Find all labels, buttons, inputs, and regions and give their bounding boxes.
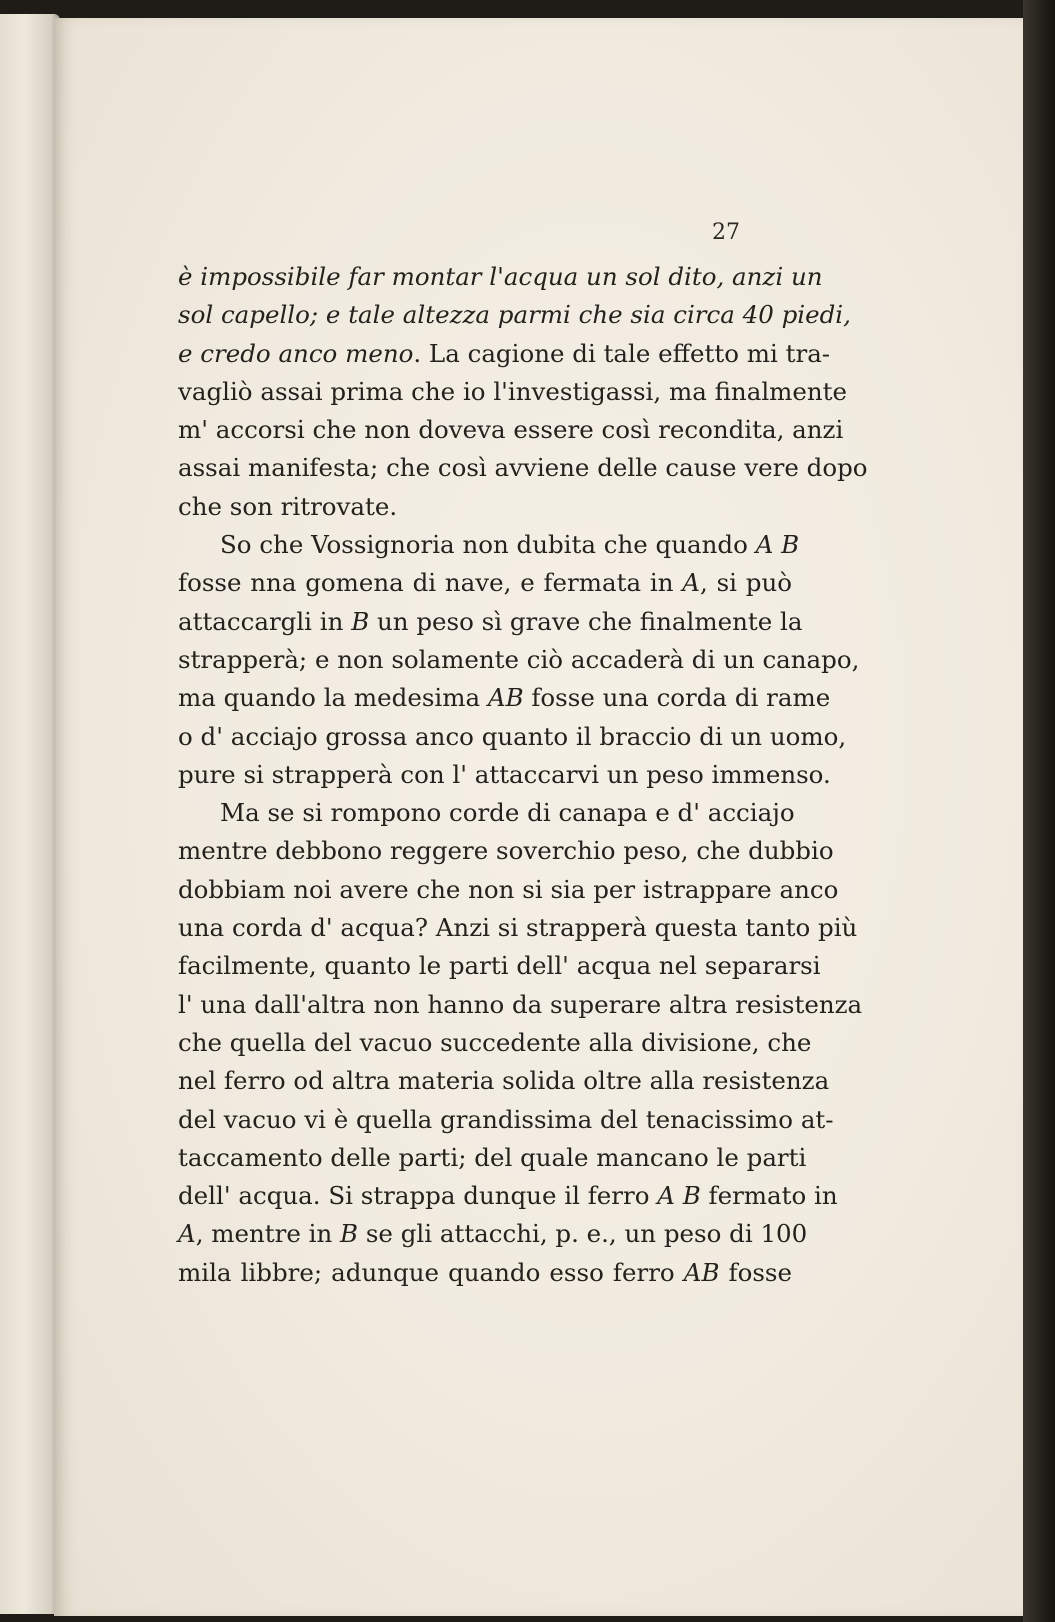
italic-text: A B — [657, 1181, 701, 1211]
text-line — [178, 986, 863, 1024]
text-line — [178, 947, 821, 985]
text-line — [178, 718, 847, 756]
italic-text: sol capello; e tale altezza parmi che sia circa 40 piedi, — [178, 300, 851, 330]
text-segment: Ma se si rompono corde di canapa e d' acciajo — [220, 798, 795, 828]
page-number: 27 — [712, 220, 740, 245]
facing-page-edge — [0, 14, 60, 1614]
text-line — [178, 258, 823, 296]
italic-text: A — [682, 568, 700, 598]
text-segment: . La cagione di tale effetto mi tra- — [413, 338, 831, 368]
body-text — [178, 258, 868, 1292]
text-segment: attaccargli in — [178, 606, 352, 636]
text-segment: se gli attacchi, p. e., un peso di 100 — [358, 1219, 808, 1249]
text-line — [178, 756, 831, 794]
text-segment: ma quando la medesima — [178, 683, 488, 713]
text-line — [178, 909, 858, 947]
text-line — [178, 603, 803, 641]
text-segment: , si può — [699, 568, 792, 598]
text-line — [178, 411, 844, 449]
text-line — [178, 526, 800, 564]
text-segment: facilmente, quanto le parti dell' acqua nel separarsi — [178, 951, 821, 981]
italic-text: B — [351, 606, 370, 636]
text-segment: So che Vossignoria non dubita che quando — [220, 530, 756, 560]
text-segment: o d' acciajo grossa anco quanto il braccio di un uomo, — [178, 721, 847, 751]
text-line — [178, 679, 831, 717]
text-segment: , mentre in — [195, 1219, 341, 1249]
text-segment: nel ferro od altra materia solida oltre alla resistenza — [178, 1066, 830, 1096]
text-line — [178, 1139, 807, 1177]
text-line — [178, 1062, 830, 1100]
text-line — [178, 296, 851, 334]
text-segment: del vacuo vi è quella grandissima del tenacissimo at- — [178, 1104, 834, 1134]
text-line — [178, 449, 868, 487]
text-line — [178, 564, 792, 602]
italic-text: è impossibile far montar l'acqua un sol dito, anzi un — [178, 262, 823, 291]
text-segment: m' accorsi che non doveva essere così recondita, anzi — [178, 415, 844, 445]
text-segment: un peso sì grave che finalmente la — [369, 606, 803, 636]
text-line — [178, 1024, 812, 1062]
text-segment: fosse — [719, 1257, 792, 1287]
text-line — [178, 1215, 808, 1253]
text-segment: vagliò assai prima che io l'investigassi, ma finalmente — [178, 376, 848, 406]
text-segment: una corda d' acqua? Anzi si strapperà questa tanto più — [178, 913, 858, 943]
text-segment: mila libbre; adunque quando esso ferro — [178, 1257, 684, 1287]
italic-text: AB — [683, 1257, 720, 1287]
text-segment: l' una dall'altra non hanno da superare altra resistenza — [178, 989, 863, 1019]
text-segment: fosse nna gomena di nave, e fermata in — [178, 568, 683, 598]
text-line — [178, 1101, 834, 1139]
text-segment: taccamento delle parti; del quale mancano le parti — [178, 1142, 807, 1172]
book-cover-edge — [1023, 0, 1055, 1622]
italic-text: AB — [487, 683, 524, 713]
text-line — [178, 1177, 838, 1215]
text-line — [178, 335, 831, 373]
text-segment: fosse una corda di rame — [523, 683, 831, 713]
italic-text: A — [178, 1219, 196, 1249]
text-segment: assai manifesta; che così avviene delle cause vere dopo — [178, 453, 868, 483]
text-segment: dobbiam noi avere che non si sia per istrappare anco — [178, 874, 839, 904]
text-line — [178, 641, 860, 679]
italic-text: B — [340, 1219, 359, 1249]
italic-text: e credo anco meno — [178, 338, 414, 368]
text-line — [178, 871, 839, 909]
text-line — [178, 1254, 792, 1292]
text-line — [178, 794, 795, 832]
text-segment: strapperà; e non solamente ciò accaderà di un canapo, — [178, 644, 860, 674]
italic-text: A B — [755, 530, 800, 560]
text-segment: dell' acqua. Si strappa dunque il ferro — [178, 1181, 658, 1211]
text-segment: pure si strapperà con l' attaccarvi un peso immenso. — [178, 759, 831, 789]
text-segment: fermato in — [700, 1181, 838, 1211]
text-line — [178, 488, 792, 526]
text-segment: mentre debbono reggere soverchio peso, che dubbio — [178, 836, 834, 866]
text-line — [178, 373, 848, 411]
text-segment: che quella del vacuo succedente alla divisione, che — [178, 1027, 812, 1057]
text-segment: che son ritrovate. — [178, 491, 398, 521]
text-line — [178, 832, 834, 870]
